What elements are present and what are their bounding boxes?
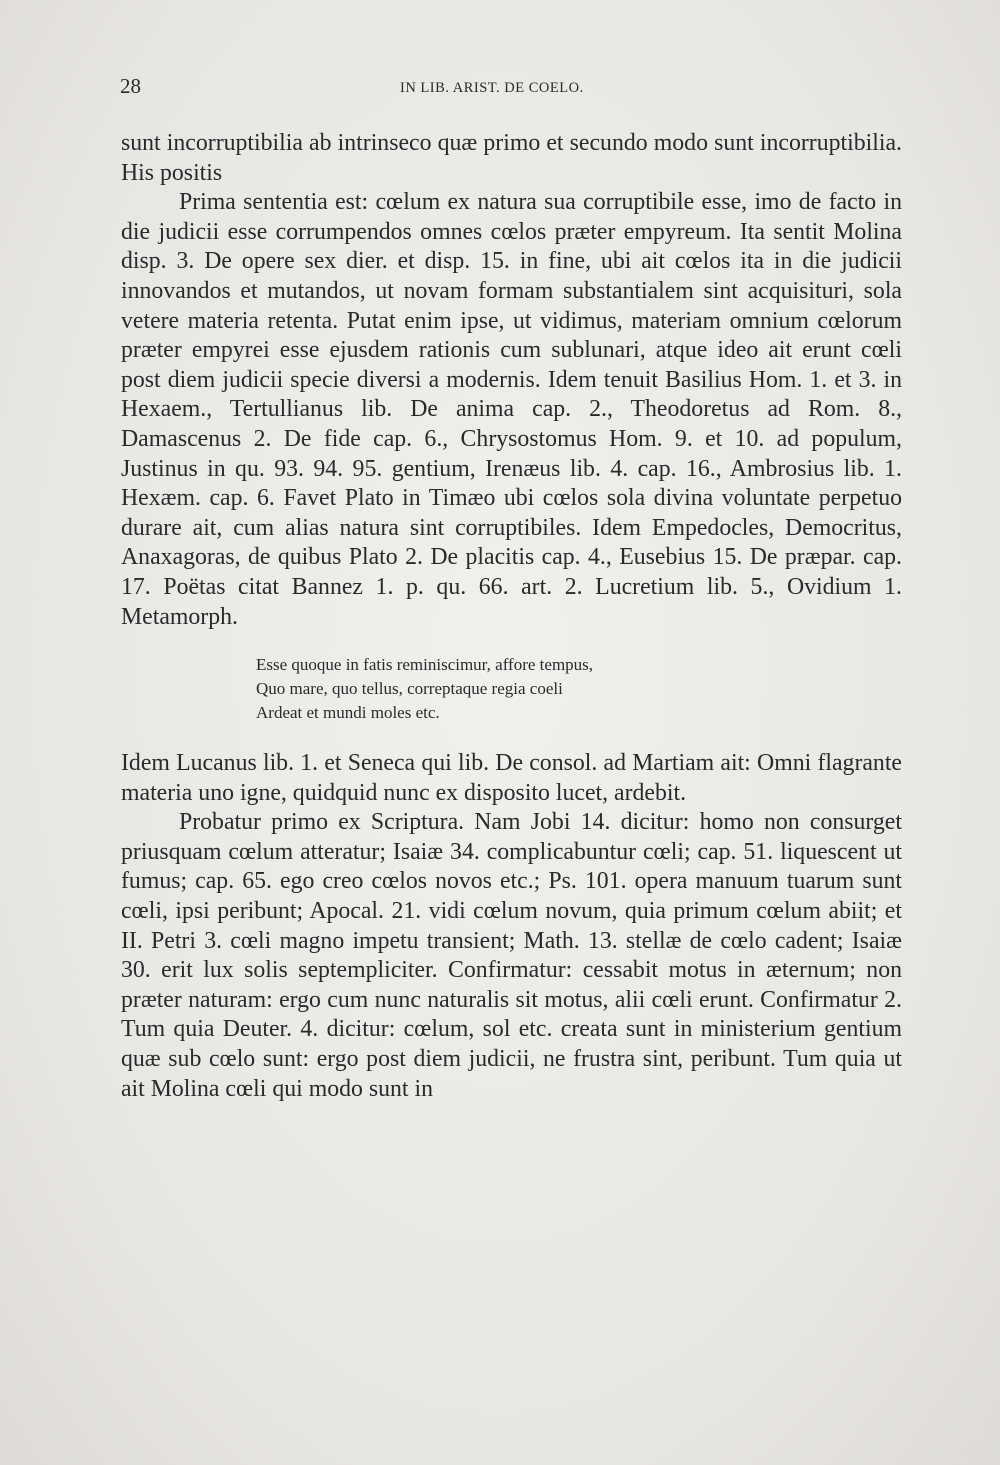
running-head: IN LIB. ARIST. DE COELO. [400,80,584,96]
page-number: 28 [120,74,141,98]
page-header [120,72,900,102]
verse-line: Ardeat et mundi moles etc. [256,703,440,723]
verse-line: Esse quoque in fatis reminiscimur, affore tempus, [256,655,594,675]
body-text [121,129,902,1104]
verse-line: Quo mare, quo tellus, correptaque regia coeli [256,679,563,699]
paragraph-lucanus: Idem Lucanus lib. 1. et Seneca qui lib. De consol. ad Martiam ait: Omni flagrante materia uno igne, quidquid nunc ex disposito lucet, ardebit. [121,750,902,806]
paragraph-continuation: sunt incorruptibilia ab intrinseco quæ primo et secundo modo sunt incorruptibilia. His positis [121,130,902,186]
paragraph-probatur: Probatur primo ex Scriptura. Nam Jobi 14. dicitur: homo non consurget priusquam cœlum atteratur; Isaiæ 34. complicabuntur cœli; cap. 51. liquescent ut fumus; cap. 65. ego creo cœlos novos etc.; Ps. 101. opera manuum tuarum sunt cœli, ipsi peribunt; Apocal. 21. vidi cœlum novum, quia primum cœlum abiit; et II. Petri 3. cœli magno impetu transient; Math. 13. stellæ de cœlo cadent; Isaiæ 30. erit lux solis septempliciter. Confirmatur: cessabit motus in æternum; non præter naturam: ergo cum nunc naturalis sit motus, alii cœli erunt. Confirmatur 2. Tum quia Deuter. 4. dicitur: cœlum, sol etc. creata sunt in ministerium gentium quæ sub cœlo sunt: ergo post diem judicii, ne frustra sint, peribunt. Tum quia ut ait Molina cœli qui modo sunt in [121,809,902,1102]
verse-quotation [256,653,902,725]
paragraph-prima-sententia: Prima sententia est: cœlum ex natura sua corruptibile esse, imo de facto in die judicii esse corrumpendos omnes cœlos præter empyreum. Ita sentit Molina disp. 3. De opere sex dier. et disp. 15. in fine, ubi ait cœlos ita in die judicii innovandos et mutandos, ut novam formam substantialem sint acquisituri, sola vetere materia retenta. Putat enim ipse, ut vidimus, materiam omnium cœlorum præter empyrei esse ejusdem rationis cum sublunari, atque ideo ait erunt cœli post diem judicii specie diversi a modernis. Idem tenuit Basilius Hom. 1. et 3. in Hexaem., Tertullianus lib. De anima cap. 2., Theodoretus ad Rom. 8., Damascenus 2. De fide cap. 6., Chrysostomus Hom. 9. et 10. ad populum, Justinus in qu. 93. 94. 95. gentium, Irenæus lib. 4. cap. 16., Ambrosius lib. 1. Hexæm. cap. 6. Favet Plato in Timæo ubi cœlos sola divina voluntate perpetuo durare ait, cum alias natura sint corruptibiles. Idem Empedocles, Democritus, Anaxagoras, de quibus Plato 2. De placitis cap. 4., Eusebius 15. De præpar. cap. 17. Poëtas citat Bannez 1. p. qu. 66. art. 2. Lucretium lib. 5., Ovidium 1. Metamorph. [121,189,902,630]
